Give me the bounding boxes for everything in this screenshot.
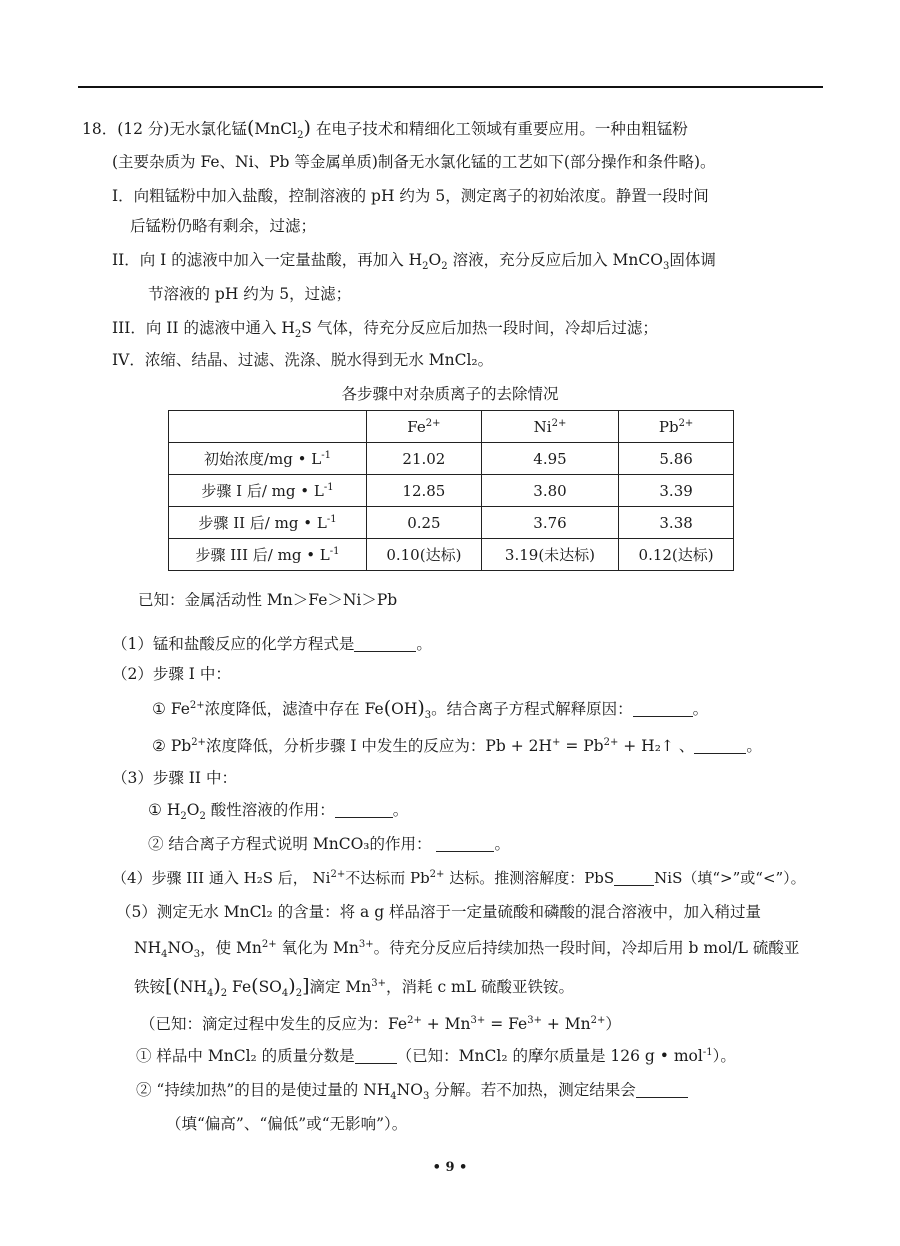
cell-pb: 3.38	[619, 507, 734, 539]
table-header-row	[169, 411, 734, 443]
table-row	[169, 475, 734, 507]
answer-blank[interactable]	[436, 835, 494, 852]
part-4: （4）步骤 III 通入 H₂S 后， $Ni^{2+}$不达标而 $Pb^{2+}$ 达标。推测溶解度：PbS NiS（填“>”或“<”）。	[112, 869, 806, 887]
cell-fe: 21.02	[367, 443, 482, 475]
part-5-2-options: （填“偏高”、“偏低”或“无影响”）。	[166, 1115, 408, 1133]
part-1: （1）锰和盐酸反应的化学方程式是 。	[112, 635, 432, 653]
question-intro-line2: (主要杂质为 Fe、Ni、Pb 等金属单质)制备无水氯化锰的工艺如下(部分操作和条件略)。	[112, 153, 716, 171]
cell-ni: 3.19(未达标)	[481, 539, 618, 571]
part-3-1: ① $H_2O_2$ 酸性溶液的作用： 。	[148, 801, 409, 823]
table-header-empty	[169, 411, 367, 443]
step-1-line1: I．向粗锰粉中加入盐酸，控制溶液的 pH 约为 5，测定离子的初始浓度。静置一段时间	[112, 187, 709, 205]
step-3: III．向 II 的滤液中通入 $H_2S$ 气体，待充分反应后加热一段时间，冷却后过滤；	[112, 319, 658, 341]
step-2-line1: II．向 I 的滤液中加入一定量盐酸，再加入 $H_2O_2$ 溶液，充分反应后加入 MnCO$_3$固体调	[112, 251, 716, 273]
table-row	[169, 539, 734, 571]
table-header-pb: $Pb^{2+}$	[619, 411, 734, 443]
part-5-line1: （5）测定无水 MnCl₂ 的含量：将 a g 样品溶于一定量硫酸和磷酸的混合溶液中，加入稍过量	[116, 903, 762, 921]
impurity-table	[168, 410, 734, 571]
answer-blank[interactable]	[355, 1047, 397, 1064]
cell-pb: 3.39	[619, 475, 734, 507]
part-3-2: ② 结合离子方程式说明 MnCO₃的作用： 。	[148, 835, 510, 853]
part-5-line3: 铁铵[$(NH_4)_2$ $Fe(SO_4)_2$]滴定 $Mn^{3+}$，消耗 c mL 硫酸亚铁铵。	[134, 975, 574, 1000]
row-label: 初始浓度/mg • $L^{-1}$	[169, 443, 367, 475]
part-5-line2: $NH_4NO_3$，使 $Mn^{2+}$ 氧化为 $Mn^{3+}$。待充分反应后持续加热一段时间，冷却后用 b mol/L 硫酸亚	[134, 938, 800, 961]
page-number: • 9 •	[432, 1160, 468, 1175]
table-row	[169, 507, 734, 539]
answer-blank[interactable]	[633, 700, 693, 717]
table-header-ni: $Ni^{2+}$	[481, 411, 618, 443]
row-label: 步骤 III 后/ mg • $L^{-1}$	[169, 539, 367, 571]
step-1-line2: 后锰粉仍略有剩余，过滤；	[130, 217, 317, 235]
cell-ni: 4.95	[481, 443, 618, 475]
part-5-known: （已知：滴定过程中发生的反应为：$Fe^{2+} + Mn^{3+} = Fe^{3+} + Mn^{2+}$）	[140, 1014, 621, 1033]
step-2-line2: 节溶液的 pH 约为 5，过滤；	[148, 285, 352, 303]
step-4: IV．浓缩、结晶、过滤、洗涤、脱水得到无水 MnCl₂。	[112, 351, 494, 369]
part-2-2: ② $Pb^{2+}$浓度降低，分析步骤 I 中发生的反应为：$Pb + 2H^+ = Pb^{2+}$ + H₂↑ 、 。	[152, 736, 762, 755]
table-header-fe: $Fe^{2+}$	[367, 411, 482, 443]
answer-blank[interactable]	[335, 801, 393, 818]
cell-fe: 0.10(达标)	[367, 539, 482, 571]
row-label: 步骤 I 后/ mg • $L^{-1}$	[169, 475, 367, 507]
question-intro-line1: 18．(12 分)无水氯化锰(MnCl$_2$) 在电子技术和精细化工领域有重要应用。一种由粗锰粉	[82, 117, 688, 142]
known-activity: 已知：金属活动性 Mn＞Fe＞Ni＞Pb	[138, 591, 398, 609]
row-label: 步骤 II 后/ mg • $L^{-1}$	[169, 507, 367, 539]
cell-fe: 0.25	[367, 507, 482, 539]
part-2-1: ① $Fe^{2+}$浓度降低，滤渣中存在 $Fe(OH)_3$。结合离子方程式解释原因： 。	[152, 697, 709, 722]
cell-ni: 3.80	[481, 475, 618, 507]
answer-blank[interactable]	[694, 737, 746, 754]
table-caption: 各步骤中对杂质离子的去除情况	[341, 385, 559, 403]
table-row	[169, 443, 734, 475]
cell-pb: 5.86	[619, 443, 734, 475]
part-5-1: ① 样品中 MnCl₂ 的质量分数是 （已知：MnCl₂ 的摩尔质量是 126 g • mol$^{-1}$）。	[136, 1046, 736, 1065]
answer-blank[interactable]	[636, 1081, 688, 1098]
answer-blank[interactable]	[614, 869, 654, 886]
cell-ni: 3.76	[481, 507, 618, 539]
part-5-2: ② “持续加热”的目的是使过量的 $NH_4NO_3$ 分解。若不加热，测定结果会	[136, 1080, 688, 1100]
header-rule	[78, 86, 823, 88]
answer-blank[interactable]	[354, 635, 416, 652]
part-2: （2）步骤 I 中：	[112, 665, 231, 683]
part-3: （3）步骤 II 中：	[112, 769, 237, 787]
cell-fe: 12.85	[367, 475, 482, 507]
cell-pb: 0.12(达标)	[619, 539, 734, 571]
